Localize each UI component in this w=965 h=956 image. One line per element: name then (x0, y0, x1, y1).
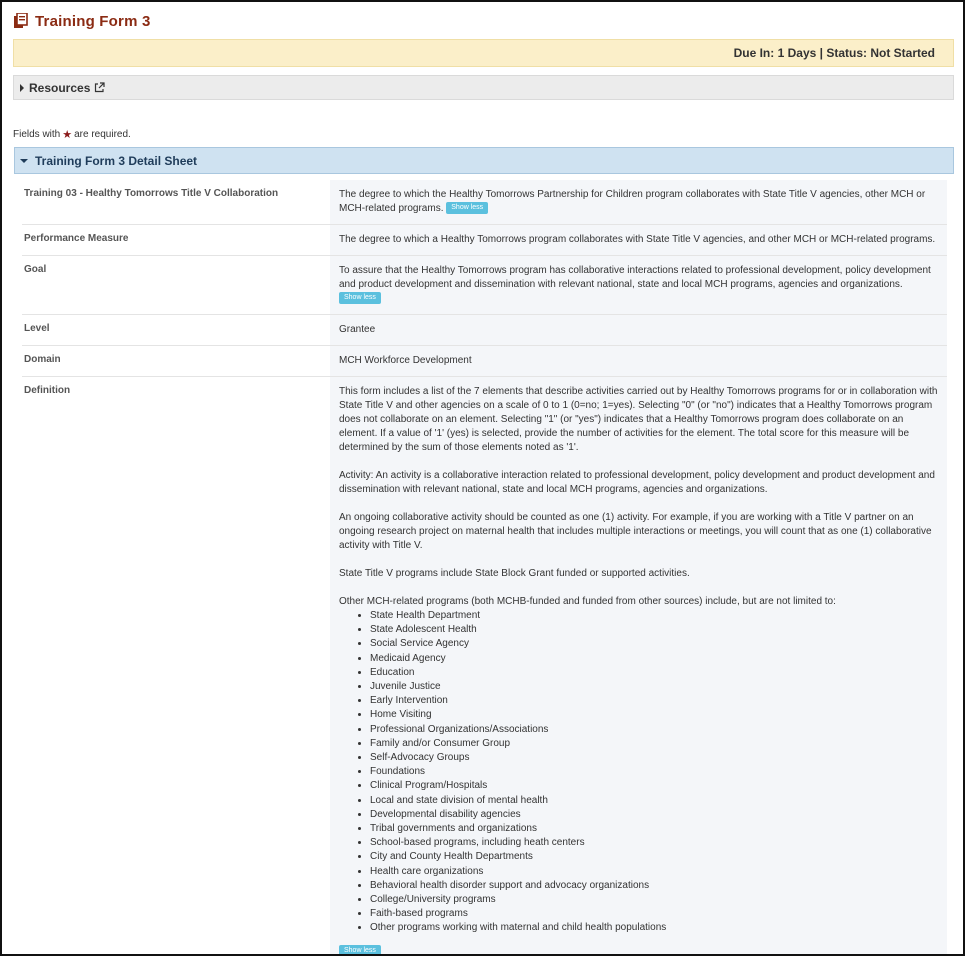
program-list-item: • Local and state division of mental health (370, 794, 939, 808)
definition-paragraph: Other MCH-related programs (both MCHB-funded and funded from other sources) include, but are not limited to: (339, 596, 836, 607)
training-label: Training 03 - Healthy Tomorrows Title V Collaboration (24, 188, 279, 199)
program-list-item: • Juvenile Justice (370, 680, 939, 694)
program-list-item: • Behavioral health disorder support and advocacy organizations (370, 879, 939, 893)
form-icon (13, 13, 28, 29)
program-list-item: • College/University programs (370, 893, 939, 907)
definition-paragraph: This form includes a list of the 7 elements that describe activities carried out by Healthy Tomorrows programs for or in collaboration with State Title V and other agencies on a scale of 0 to 1 (0=no; 1=yes). Selecting "0" (or "no") indicates that a Healthy Tomorrows program does not collaborate on an element. Selecting "1" (or "yes") indicates that a Healthy Tomorrows program does collaborate on an element. If a value of '1' (yes) is selected, provide the number of activities for the element. The total score for this measure will be determined by the sum of those elements noted as '1'. (339, 386, 938, 453)
program-list-item: • Social Service Agency (370, 637, 939, 651)
show-less-button[interactable]: Show less (339, 292, 381, 304)
show-less-button[interactable]: Show less (339, 945, 381, 956)
program-list-item: • Developmental disability agencies (370, 808, 939, 822)
training-value (330, 180, 947, 224)
program-list-item: • Family and/or Consumer Group (370, 737, 939, 751)
required-fields-note (13, 128, 131, 141)
caret-down-icon (20, 159, 28, 163)
program-list-item: • City and County Health Departments (370, 850, 939, 864)
due-status-text: Due In: 1 Days | Status: Not Started (733, 46, 935, 60)
row-level (22, 315, 947, 346)
row-definition (22, 377, 947, 956)
required-star-icon: ★ (62, 129, 73, 141)
program-list-item: • Professional Organizations/Associations (370, 723, 939, 737)
caret-right-icon (20, 84, 24, 92)
performance-measure-value: The degree to which a Healthy Tomorrows program collaborates with State Title V agencies, and other MCH or MCH-related programs. (330, 225, 947, 255)
row-training (22, 180, 947, 225)
program-list-item: • Home Visiting (370, 708, 939, 722)
program-list-item: • Faith-based programs (370, 907, 939, 921)
domain-value: MCH Workforce Development (330, 346, 947, 376)
detail-sheet-title: Training Form 3 Detail Sheet (35, 153, 198, 168)
definition-value (330, 377, 947, 956)
detail-sheet-table (22, 180, 947, 956)
definition-paragraph: An ongoing collaborative activity should be counted as one (1) activity. For example, if you are working with a Title V partner on an ongoing research project on maternal health that includes multiple interactions or meetings, you will count that as one (1) collaborative activity with Title V. (339, 512, 932, 551)
title-row (13, 11, 151, 31)
row-performance-measure (22, 225, 947, 256)
definition-paragraph: Activity: An activity is a collaborative interaction related to professional development, policy development and product development and dissemination with relevant national, state and local MCH programs, agencies and organizations. (339, 470, 935, 495)
program-list (339, 609, 939, 936)
performance-measure-label: Performance Measure (24, 233, 129, 244)
level-value: Grantee (330, 315, 947, 345)
row-domain (22, 346, 947, 377)
program-list-item: • Other programs working with maternal and child health populations (370, 921, 939, 935)
level-label: Level (24, 323, 50, 334)
goal-label: Goal (24, 264, 47, 275)
domain-label: Domain (24, 354, 61, 365)
required-note-prefix: Fields with (13, 129, 61, 140)
program-list-item: • School-based programs, including heath centers (370, 836, 939, 850)
program-list-item: • Health care organizations (370, 865, 939, 879)
page-title: Training Form 3 (35, 12, 151, 30)
definition-paragraph: State Title V programs include State Block Grant funded or supported activities. (339, 568, 690, 579)
program-list-item: • Self-Advocacy Groups (370, 751, 939, 765)
due-status-bar (13, 39, 954, 67)
resources-toggle[interactable] (13, 75, 954, 100)
training-text: The degree to which the Healthy Tomorrows Partnership for Children program collaborates with State Title V agencies, other MCH or MCH-related programs. (339, 189, 926, 214)
program-list-item: • Tribal governments and organizations (370, 822, 939, 836)
program-list-item: • Foundations (370, 765, 939, 779)
goal-value (330, 256, 947, 314)
program-list-item: • State Adolescent Health (370, 623, 939, 637)
program-list-item: • Clinical Program/Hospitals (370, 779, 939, 793)
resources-label: Resources (29, 80, 91, 95)
detail-sheet-header[interactable] (14, 147, 954, 174)
program-list-item: • Education (370, 666, 939, 680)
row-goal (22, 256, 947, 315)
program-list-item: • Early Intervention (370, 694, 939, 708)
program-list-item: • State Health Department (370, 609, 939, 623)
definition-label: Definition (24, 385, 71, 396)
program-list-item: • Medicaid Agency (370, 652, 939, 666)
show-less-button[interactable]: Show less (446, 202, 488, 214)
required-note-suffix: are required. (74, 129, 131, 140)
goal-text: To assure that the Healthy Tomorrows program has collaborative interactions related to professional development, policy development and product development and dissemination with relevant national, state and local MCH programs, agencies and organizations. (339, 265, 931, 290)
external-link-icon[interactable] (94, 82, 105, 93)
